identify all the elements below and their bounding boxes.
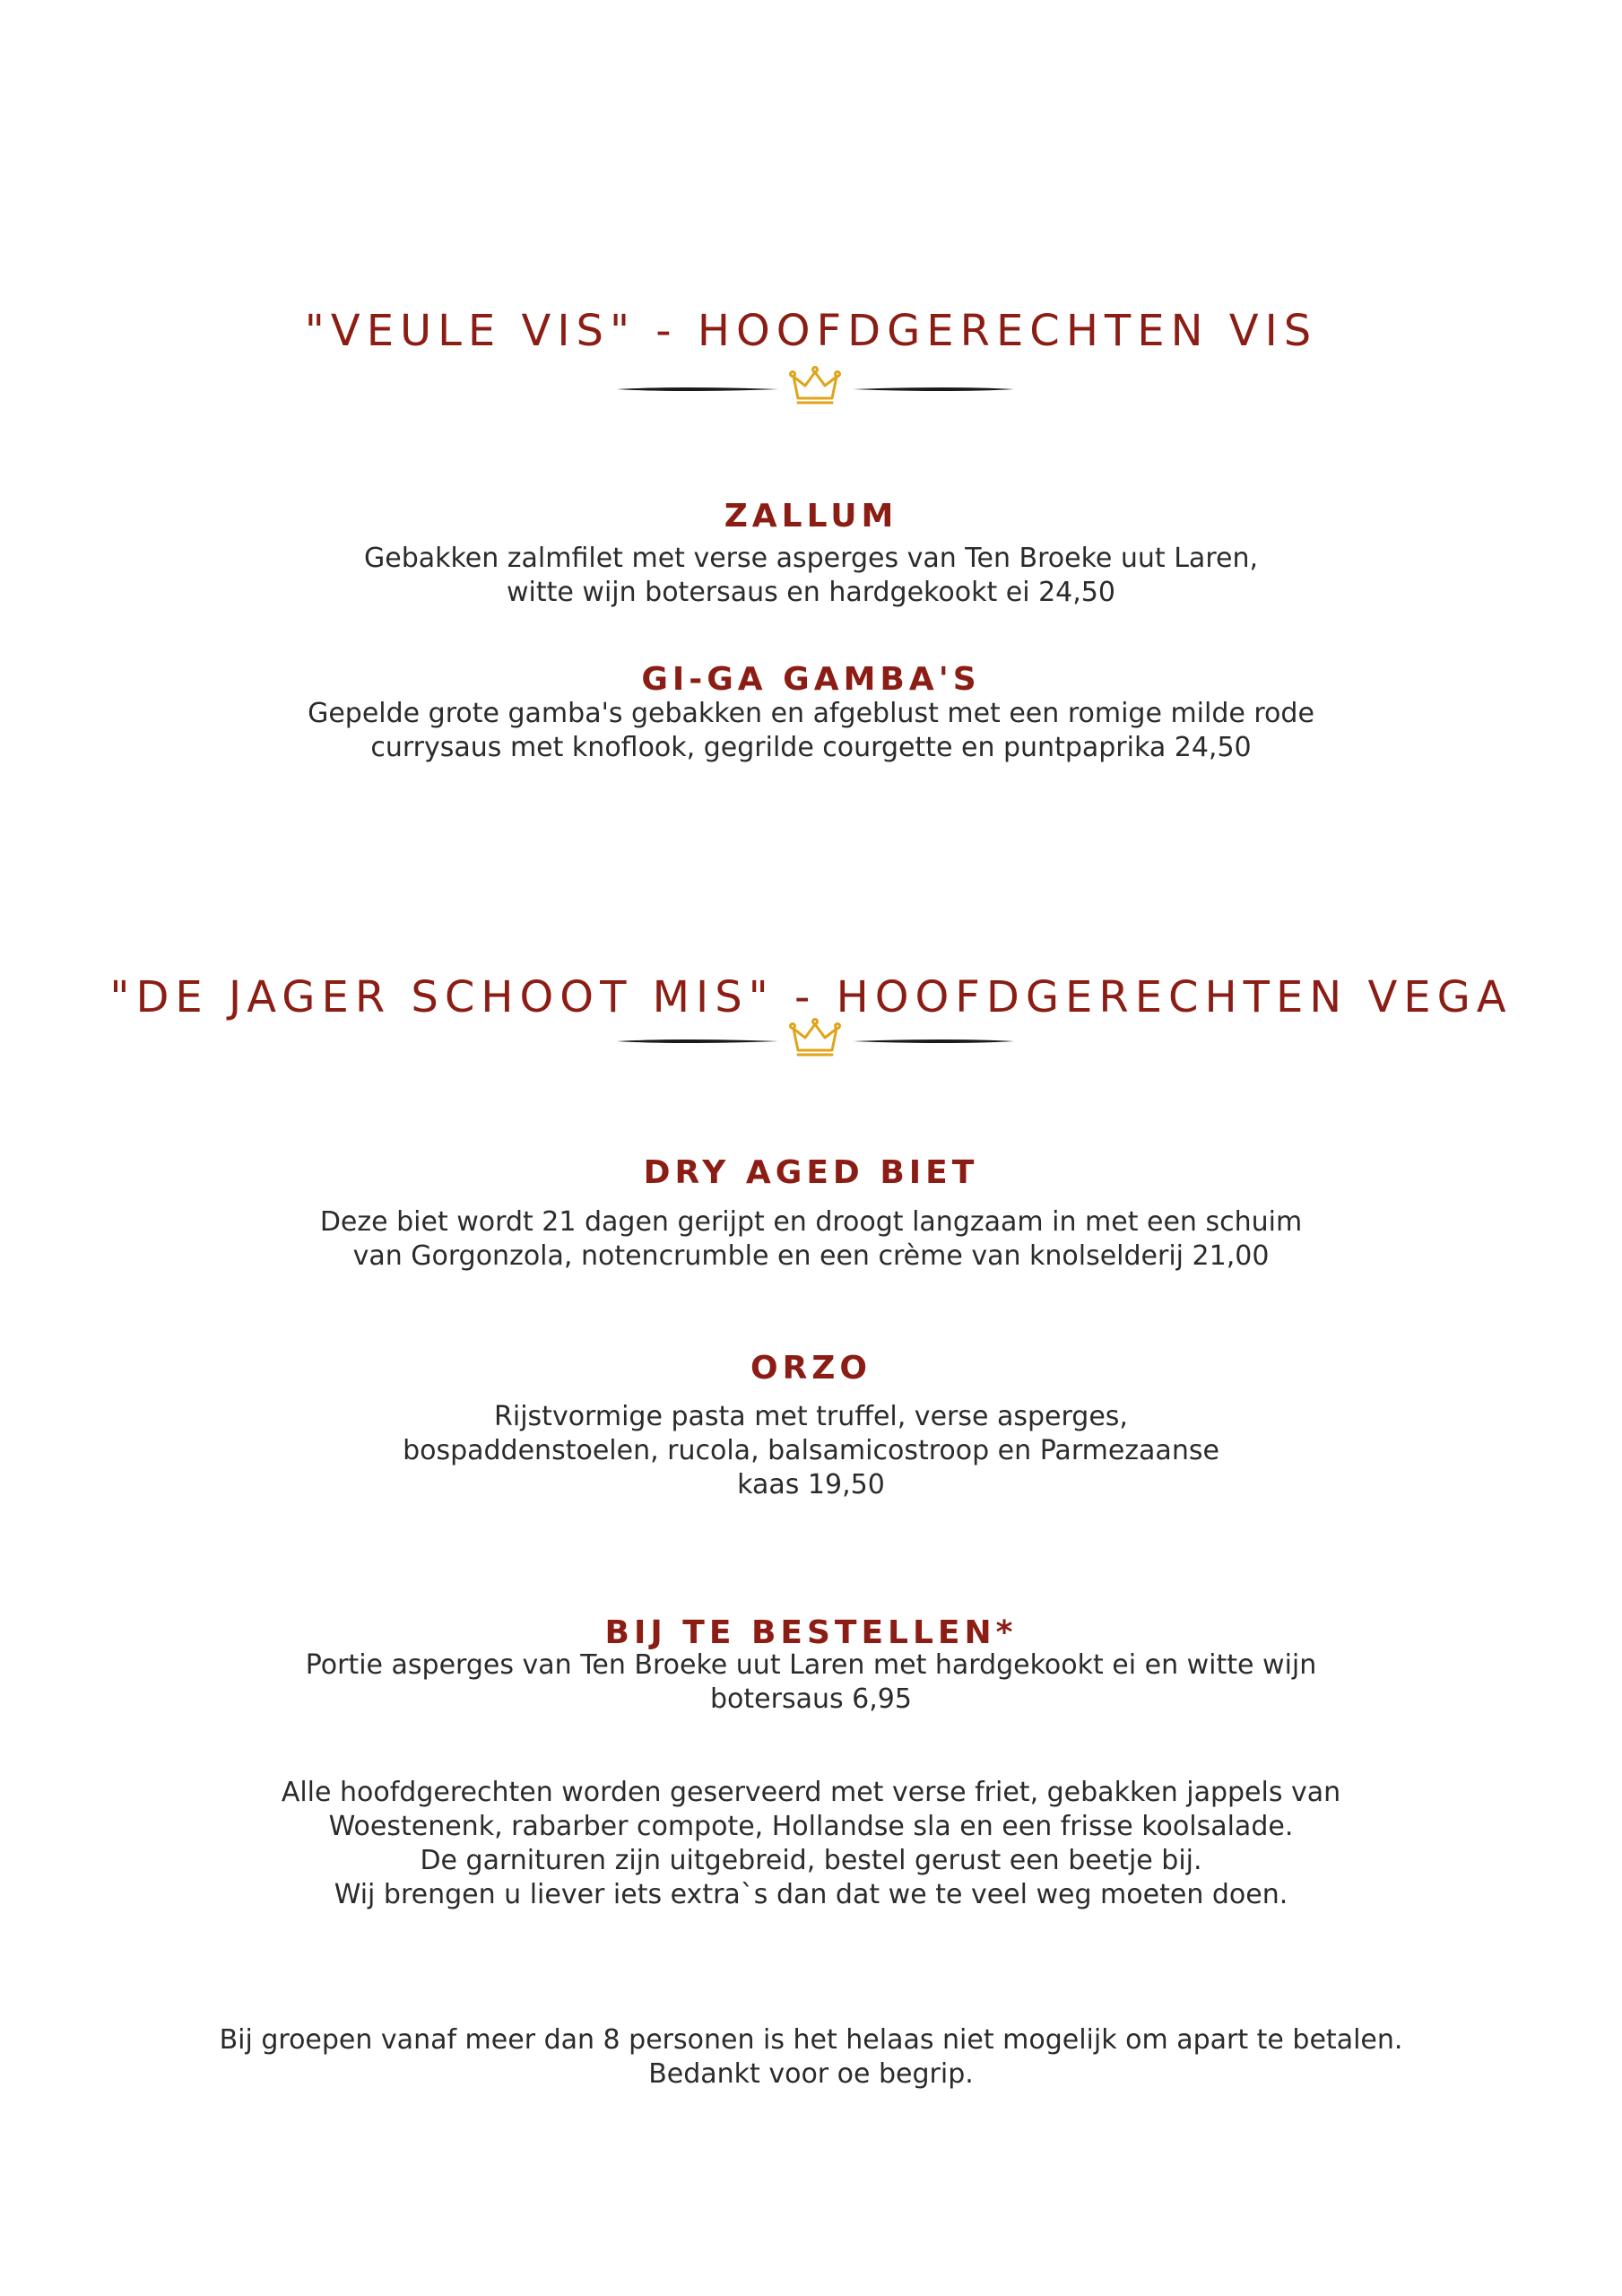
group-payment-note <box>0 2023 1622 2092</box>
note-line: Alle hoofdgerechten worden geserveerd met verse friet, gebakken jappels van <box>281 1777 1341 1808</box>
crown-icon <box>0 359 1622 413</box>
dish-name: DRY AGED BIET <box>643 1154 979 1191</box>
crown-icon <box>0 1011 1622 1065</box>
dish-description <box>0 1400 1622 1502</box>
dish-description-line: currysaus met knoflook, gegrilde courgette en puntpaprika 24,50 <box>370 732 1252 763</box>
dish-description-line: Portie asperges van Ten Broeke uut Laren met hardgekookt ei en witte wijn <box>305 1649 1317 1681</box>
section-title-vega: "DE JAGER SCHOOT MIS" - HOOFDGERECHTEN VEGA <box>109 972 1513 1022</box>
dish-description-line: Gebakken zalmfilet met verse asperges van Ten Broeke uut Laren, <box>363 543 1259 574</box>
dish-description-line: bospaddenstoelen, rucola, balsamicostroop en Parmezaanse <box>403 1435 1219 1466</box>
dish-description-line: van Gorgonzola, notencrumble en een crème van knolselderij 21,00 <box>352 1240 1270 1272</box>
note-line: Bedankt voor oe begrip. <box>648 2058 974 2090</box>
dish-name: ZALLUM <box>724 498 898 535</box>
dish-name: GI-GA GAMBA'S <box>641 661 981 698</box>
note-line: De garnituren zijn uitgebreid, bestel gerust een beetje bij. <box>420 1845 1202 1876</box>
dish-description <box>0 697 1622 765</box>
dish-name: BIJ TE BESTELLEN* <box>604 1614 1018 1651</box>
dish-description-line: Deze biet wordt 21 dagen gerijpt en droogt langzaam in met een schuim <box>319 1206 1303 1238</box>
note-line: Bij groepen vanaf meer dan 8 personen is het helaas niet mogelijk om apart te betalen. <box>219 2024 1403 2056</box>
dish-description-line: witte wijn botersaus en hardgekookt ei 24,50 <box>507 577 1115 608</box>
dish-description <box>0 542 1622 610</box>
dish-description-line: Rijstvormige pasta met truffel, verse asperges, <box>494 1401 1128 1432</box>
note-line: Woestenenk, rabarber compote, Hollandse sla en een frisse koolsalade. <box>328 1811 1294 1842</box>
dish-description <box>0 1648 1622 1717</box>
dish-description-line: botersaus 6,95 <box>710 1683 912 1715</box>
note-line: Wij brengen u liever iets extra`s dan dat we te veel weg moeten doen. <box>334 1879 1288 1910</box>
dish-description-line: Gepelde grote gamba's gebakken en afgeblust met een romige milde rode <box>308 698 1314 729</box>
dish-name: ORZO <box>750 1350 872 1387</box>
section-title-vis: "VEULE VIS" - HOOFDGERECHTEN VIS <box>304 306 1318 356</box>
dish-description <box>0 1205 1622 1274</box>
garnish-note <box>0 1776 1622 1912</box>
section-divider <box>0 1011 1622 1065</box>
section-divider <box>0 359 1622 413</box>
dish-description-line: kaas 19,50 <box>737 1469 885 1500</box>
